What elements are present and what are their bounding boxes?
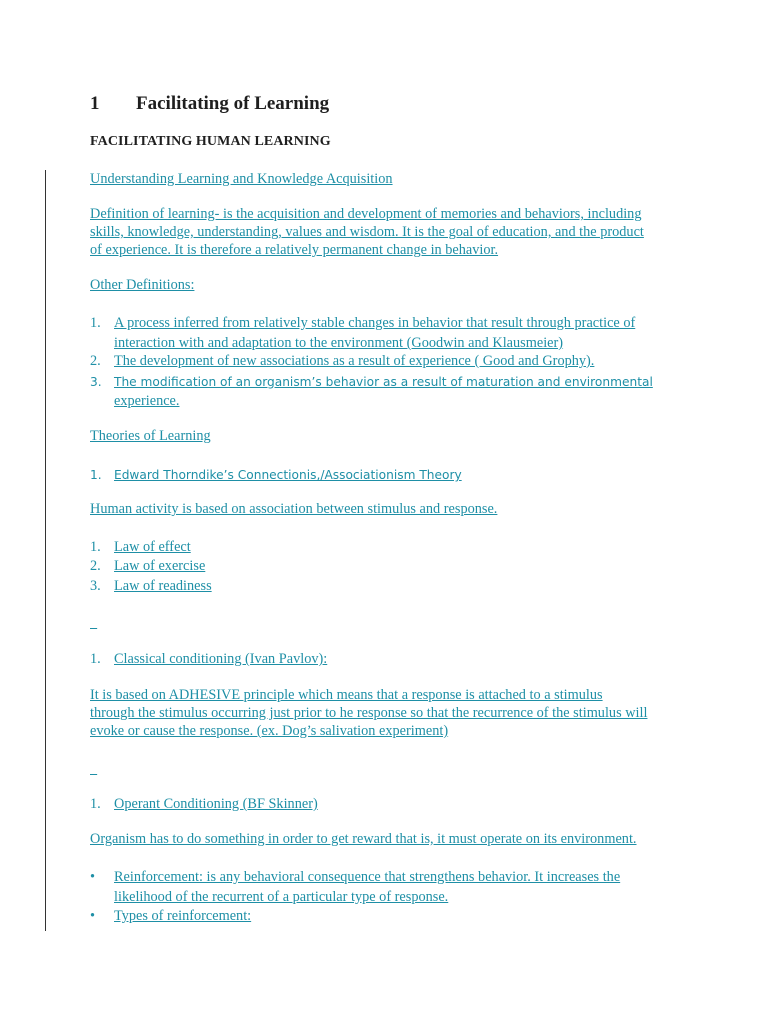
list-marker: 1.: [90, 468, 102, 482]
list-item-text: Law of effect: [114, 539, 191, 555]
list-item[interactable]: [90, 373, 653, 392]
operant-description[interactable]: Organism has to do something in order to get reward that is, it must operate on its environment.: [90, 831, 637, 847]
heading-title: Facilitating of Learning: [136, 93, 330, 114]
classical-desc-line-3[interactable]: evoke or cause the response. (ex. Dog’s salivation experiment): [90, 723, 449, 739]
section-title-understanding[interactable]: Understanding Learning and Knowledge Acquisition: [90, 171, 393, 187]
list-item[interactable]: [90, 577, 212, 596]
list-item-text: Classical conditioning (Ivan Pavlov):: [114, 651, 328, 667]
bullet-text: Reinforcement: is any behavioral consequence that strengthens behavior. It increases the: [114, 869, 621, 885]
list-item-text: Edward Thorndike’s Connectionis,/Associationism Theory: [114, 468, 462, 482]
list-item-text: The modification of an organism’s behavior as a result of maturation and environmental: [114, 375, 653, 389]
list-marker: 1.: [90, 651, 101, 667]
page-title: [90, 93, 329, 115]
heading-number: 1: [90, 93, 100, 114]
revision-change-bar: [45, 170, 46, 931]
definition-line-2[interactable]: skills, knowledge, understanding, values and wisdom. It is the goal of education, and the product: [90, 224, 644, 240]
theories-title[interactable]: Theories of Learning: [90, 428, 211, 444]
list-item[interactable]: [90, 314, 635, 333]
bullet-item[interactable]: [90, 907, 251, 926]
theory-item-thorndike[interactable]: [90, 466, 462, 485]
list-item[interactable]: [90, 538, 191, 557]
definition-line-1[interactable]: Definition of learning- is the acquisition and development of memories and behaviors, including: [90, 206, 642, 222]
definition-line-3[interactable]: of experience. It is therefore a relatively permanent change in behavior.: [90, 242, 499, 258]
list-item-continuation[interactable]: experience.: [114, 393, 180, 409]
list-item-text: Law of readiness: [114, 578, 212, 594]
list-marker: 3.: [90, 578, 101, 594]
list-item-text: A process inferred from relatively stable changes in behavior that result through practice of: [114, 315, 636, 331]
list-marker: 1.: [90, 539, 101, 555]
list-marker: 1.: [90, 796, 101, 812]
bullet-marker: •: [90, 908, 96, 924]
list-marker: 1.: [90, 315, 101, 331]
theory-item-classical[interactable]: [90, 650, 327, 669]
list-item[interactable]: [90, 557, 205, 576]
classical-desc-line-1[interactable]: It is based on ADHESIVE principle which means that a response is attached to a stimulus: [90, 687, 603, 703]
bullet-marker: •: [90, 869, 96, 885]
list-marker: 2.: [90, 353, 101, 369]
list-item-text: Operant Conditioning (BF Skinner): [114, 796, 318, 812]
section-subheading: FACILITATING HUMAN LEARNING: [90, 134, 331, 149]
empty-paragraph-mark: [90, 614, 97, 633]
list-marker: 3.: [90, 375, 102, 389]
bullet-continuation[interactable]: likelihood of the recurrent of a particular type of response.: [114, 889, 449, 905]
bullet-text: Types of reinforcement:: [114, 908, 252, 924]
other-definitions-title[interactable]: Other Definitions:: [90, 277, 195, 293]
theory-item-operant[interactable]: [90, 795, 318, 814]
classical-desc-line-2[interactable]: through the stimulus occurring just prior to he response so that the recurrence of the stimulus will: [90, 705, 648, 721]
list-item-text: The development of new associations as a result of experience ( Good and Grophy).: [114, 353, 595, 369]
empty-paragraph-mark: [90, 760, 97, 779]
theory-description[interactable]: Human activity is based on association between stimulus and response.: [90, 501, 498, 517]
list-item[interactable]: [90, 352, 594, 371]
bullet-item[interactable]: [90, 868, 620, 887]
list-item-text: Law of exercise: [114, 558, 206, 574]
list-item-continuation[interactable]: interaction with and adaptation to the environment (Goodwin and Klausmeier): [114, 335, 564, 351]
list-marker: 2.: [90, 558, 101, 574]
